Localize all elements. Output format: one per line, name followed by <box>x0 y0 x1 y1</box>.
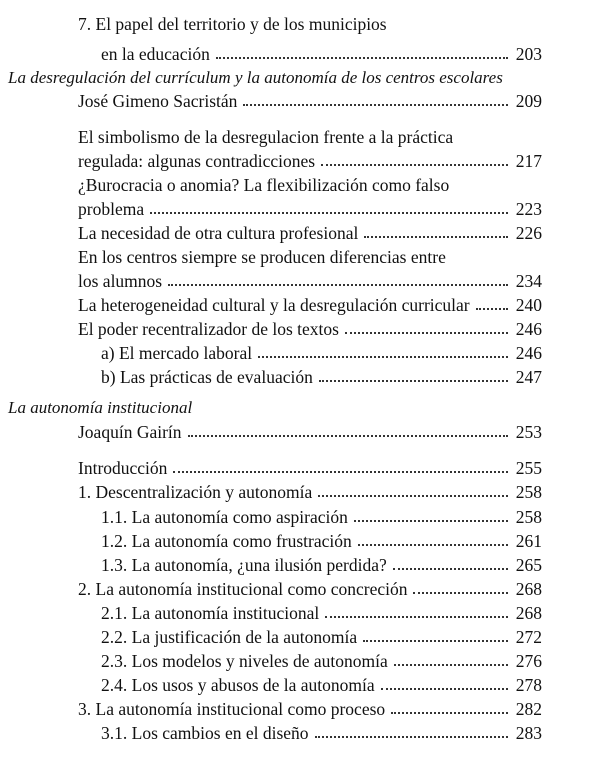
toc-entry <box>101 506 542 528</box>
toc-page-number: 226 <box>515 223 542 243</box>
toc-page-number: 268 <box>515 579 542 599</box>
dot-leader <box>319 380 508 382</box>
toc-entry-title: Joaquín Gairín <box>78 422 182 442</box>
toc-entry-title: Introducción <box>78 458 168 478</box>
toc-entry-title: b) Las prácticas de evaluación <box>101 367 313 387</box>
toc-entry <box>101 626 542 648</box>
toc-entry <box>78 174 542 196</box>
dot-leader <box>173 471 508 473</box>
dot-leader <box>381 688 508 690</box>
toc-page-number: 272 <box>515 627 542 647</box>
toc-entry-title: 2.1. La autonomía institucional <box>101 603 320 623</box>
toc-entry-title: La desregulación del currículum y la autonomía de los centros escolares <box>8 68 503 87</box>
toc-entry <box>101 366 542 388</box>
toc-entry <box>78 198 542 220</box>
toc-entry-title: El poder recentralizador de los textos <box>78 319 339 339</box>
toc-entry-title: La autonomía institucional <box>8 398 193 417</box>
dot-leader <box>168 284 508 286</box>
toc-entry <box>101 650 542 672</box>
toc-entry <box>78 126 542 148</box>
dot-leader <box>476 308 508 310</box>
toc-entry <box>78 246 542 268</box>
toc-page-number: 209 <box>515 91 542 111</box>
toc-page-number: 282 <box>515 699 542 719</box>
toc-page-number: 223 <box>515 199 542 219</box>
toc-entry <box>78 698 542 720</box>
toc-entry-title: 2.2. La justificación de la autonomía <box>101 627 358 647</box>
toc-page-number: 240 <box>515 295 542 315</box>
toc-entry-title: a) El mercado laboral <box>101 343 253 363</box>
dot-leader <box>391 712 508 714</box>
toc-entry-title: ¿Burocracia o anomia? La flexibilización como falso <box>78 175 450 195</box>
toc-entry <box>101 43 542 65</box>
toc-page-number: 258 <box>515 507 542 527</box>
toc-entry <box>101 602 542 624</box>
dot-leader <box>394 664 508 666</box>
toc-page-number: 203 <box>515 44 542 64</box>
dot-leader <box>325 616 508 618</box>
dot-leader <box>150 212 508 214</box>
toc-page-number: 278 <box>515 675 542 695</box>
toc-entry-title: 1.3. La autonomía, ¿una ilusión perdida? <box>101 555 387 575</box>
toc-page-number: 283 <box>515 723 542 743</box>
toc-entry <box>78 481 542 503</box>
toc-entry-title: en la educación <box>101 44 210 64</box>
toc-entry-title: 2. La autonomía institucional como concreción <box>78 579 408 599</box>
toc-page-number: 268 <box>515 603 542 623</box>
toc-entry <box>78 421 542 443</box>
toc-entry <box>78 578 542 600</box>
toc-page-number: 276 <box>515 651 542 671</box>
dot-leader <box>188 435 508 437</box>
toc-page-number: 234 <box>515 271 542 291</box>
toc-entry-title: regulada: algunas contradicciones <box>78 151 316 171</box>
toc-entry-title: 1.1. La autonomía como aspiración <box>101 507 348 527</box>
toc-page-number: 246 <box>515 343 542 363</box>
dot-leader <box>345 332 508 334</box>
dot-leader <box>364 236 508 238</box>
toc-entry <box>78 13 542 35</box>
toc-section-heading <box>8 67 568 89</box>
toc-entry-title: 3. La autonomía institucional como proceso <box>78 699 386 719</box>
toc-entry <box>101 530 542 552</box>
toc-page-number: 261 <box>515 531 542 551</box>
toc-section-heading <box>8 397 568 419</box>
toc-page-number: 265 <box>515 555 542 575</box>
dot-leader <box>354 520 508 522</box>
toc-entry-title: 2.3. Los modelos y niveles de autonomía <box>101 651 388 671</box>
dot-leader <box>363 640 508 642</box>
dot-leader <box>243 104 508 106</box>
toc-page-number: 258 <box>515 482 542 502</box>
dot-leader <box>315 736 508 738</box>
toc-entry <box>78 457 542 479</box>
toc-entry-title: 1.2. La autonomía como frustración <box>101 531 352 551</box>
toc-entry <box>101 554 542 576</box>
toc-entry-title: los alumnos <box>78 271 163 291</box>
toc-entry-title: José Gimeno Sacristán <box>78 91 238 111</box>
dot-leader <box>358 544 508 546</box>
toc-entry <box>101 674 542 696</box>
toc-entry <box>101 342 542 364</box>
toc-page-number: 253 <box>515 422 542 442</box>
toc-entry-title: En los centros siempre se producen diferencias entre <box>78 247 446 267</box>
dot-leader <box>318 495 508 497</box>
toc-entry <box>78 150 542 172</box>
dot-leader <box>216 57 508 59</box>
toc-entry-title: La necesidad de otra cultura profesional <box>78 223 359 243</box>
toc-page-number: 255 <box>515 458 542 478</box>
toc-entry <box>78 294 542 316</box>
toc-entry-title: 1. Descentralización y autonomía <box>78 482 313 502</box>
dot-leader <box>258 356 508 358</box>
dot-leader <box>393 568 508 570</box>
toc-entry-title: 2.4. Los usos y abusos de la autonomía <box>101 675 375 695</box>
toc-page-number: 246 <box>515 319 542 339</box>
toc-entry <box>101 722 542 744</box>
toc-entry-title: El simbolismo de la desregulacion frente a la práctica <box>78 127 454 147</box>
toc-entry <box>78 270 542 292</box>
toc-entry <box>78 318 542 340</box>
toc-page-number: 217 <box>515 151 542 171</box>
toc-entry-title: problema <box>78 199 145 219</box>
toc-entry-title: 3.1. Los cambios en el diseño <box>101 723 309 743</box>
dot-leader <box>321 164 508 166</box>
toc-page-number: 247 <box>515 367 542 387</box>
toc-entry <box>78 222 542 244</box>
toc-entry-title: La heterogeneidad cultural y la desregulación curricular <box>78 295 470 315</box>
toc-entry-title: 7. El papel del territorio y de los municipios <box>78 14 387 34</box>
toc-entry <box>78 90 542 112</box>
dot-leader <box>413 592 508 594</box>
